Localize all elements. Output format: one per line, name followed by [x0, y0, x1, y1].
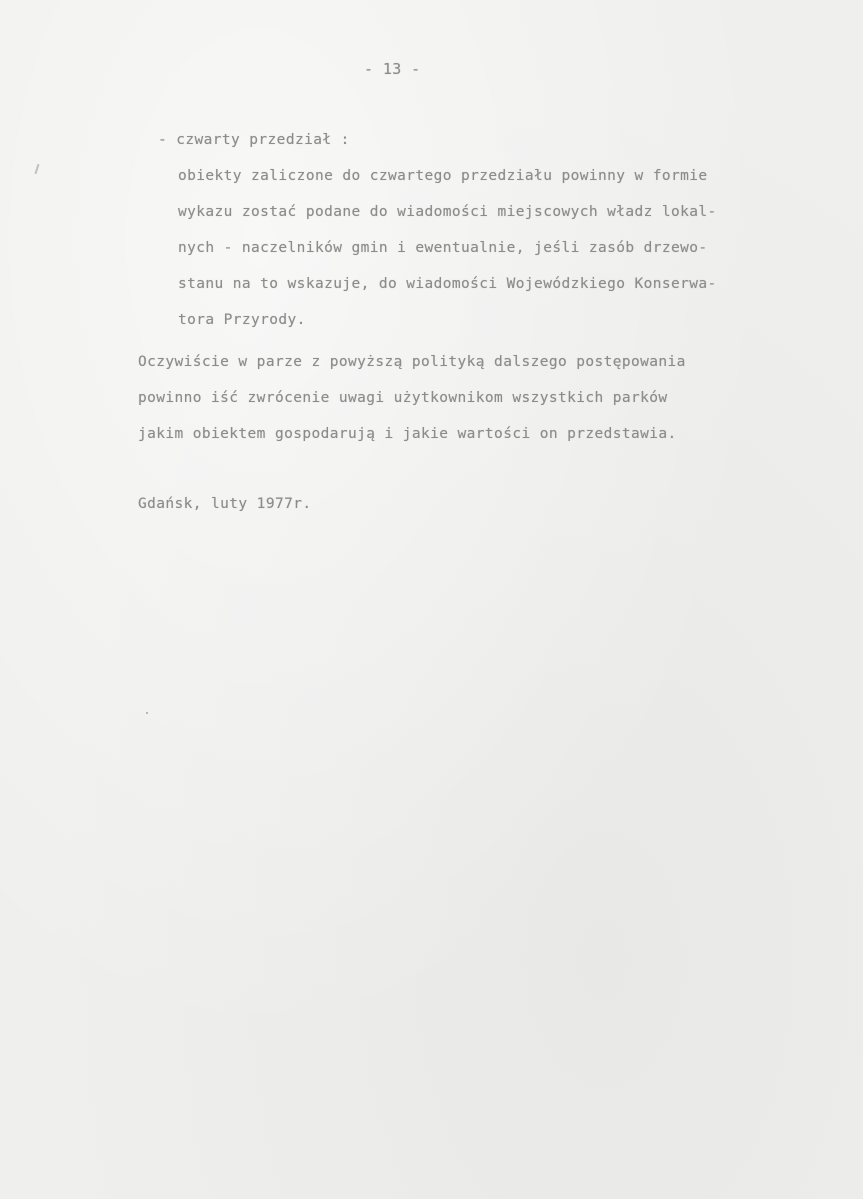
page-speck — [146, 712, 148, 714]
margin-mark — [35, 164, 40, 174]
paragraph-line: nych - naczelników gmin i ewentualnie, jeśli zasób drzewo- — [178, 240, 708, 256]
paragraph-line: powinno iść zwrócenie uwagi użytkownikom wszystkich parków — [138, 390, 668, 406]
list-item-heading: - czwarty przedział : — [158, 132, 350, 148]
page-number: - 13 - — [364, 60, 421, 78]
paragraph-line: wykazu zostać podane do wiadomości miejscowych władz lokal- — [178, 204, 717, 220]
paragraph-line: tora Przyrody. — [178, 312, 306, 328]
paragraph-line: stanu na to wskazuje, do wiadomości Wojewódzkiego Konserwa- — [178, 276, 717, 292]
paragraph-line: jakim obiektem gospodarują i jakie wartości on przedstawia. — [138, 426, 677, 442]
paragraph-line: obiekty zaliczone do czwartego przedziału powinny w formie — [178, 168, 708, 184]
place-date: Gdańsk, luty 1977r. — [138, 496, 312, 512]
paragraph-line: Oczywiście w parze z powyższą polityką dalszego postępowania — [138, 354, 686, 370]
